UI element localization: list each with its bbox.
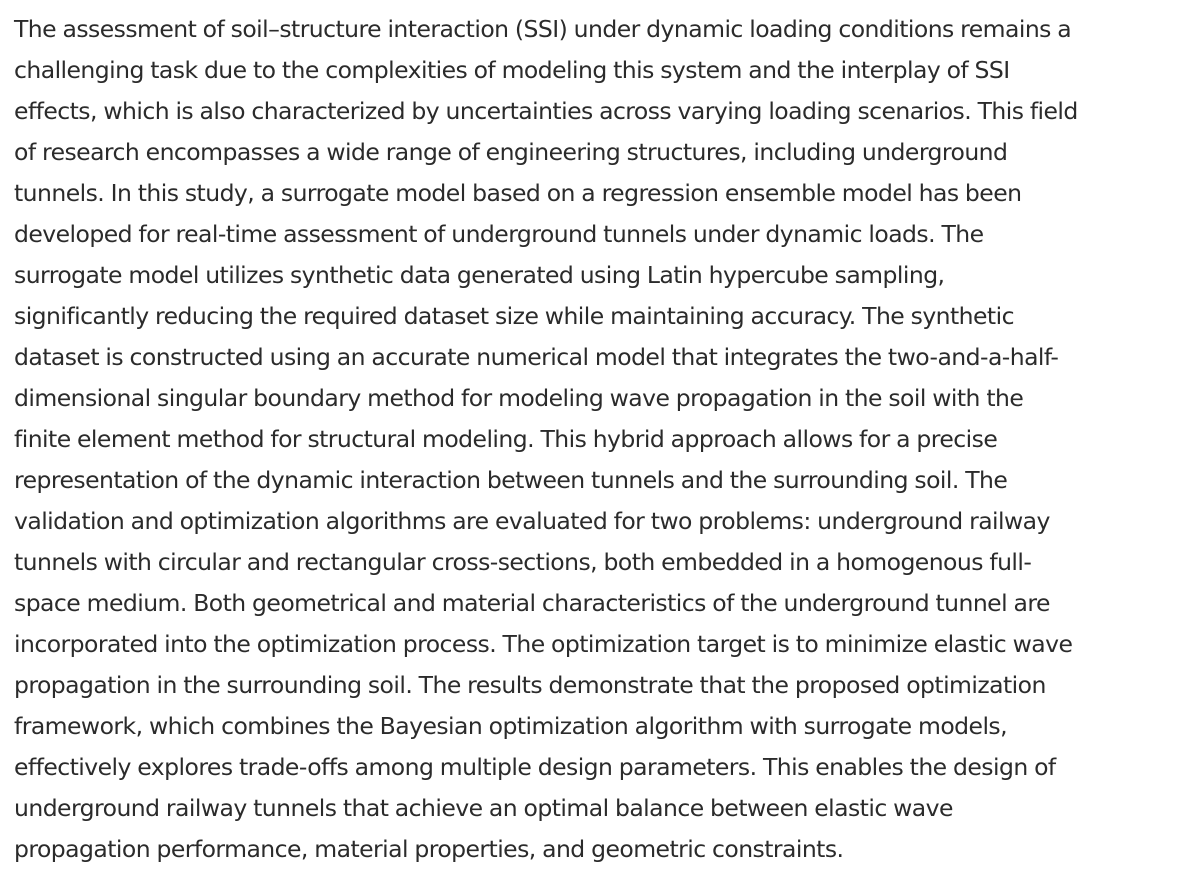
abstract-line: finite element method for structural modeling. This hybrid approach allows for a precise	[14, 425, 998, 453]
abstract-line: significantly reducing the required dataset size while maintaining accuracy. The synthetic	[14, 302, 1014, 330]
abstract-line: effectively explores trade-offs among multiple design parameters. This enables the design of	[14, 753, 1056, 781]
abstract-line: propagation performance, material properties, and geometric constraints.	[14, 835, 844, 863]
abstract-line: tunnels with circular and rectangular cross-sections, both embedded in a homogenous full-	[14, 548, 1032, 576]
abstract-line: incorporated into the optimization process. The optimization target is to minimize elastic wave	[14, 630, 1073, 658]
abstract-line: tunnels. In this study, a surrogate model based on a regression ensemble model has been	[14, 179, 1022, 207]
abstract-line: effects, which is also characterized by uncertainties across varying loading scenarios. This field	[14, 97, 1078, 125]
abstract-line: dataset is constructed using an accurate numerical model that integrates the two-and-a-half-	[14, 343, 1059, 371]
abstract-line: propagation in the surrounding soil. The results demonstrate that the proposed optimization	[14, 671, 1046, 699]
abstract-line: developed for real-time assessment of underground tunnels under dynamic loads. The	[14, 220, 984, 248]
abstract-line: framework, which combines the Bayesian optimization algorithm with surrogate models,	[14, 712, 1008, 740]
abstract-line: representation of the dynamic interaction between tunnels and the surrounding soil. The	[14, 466, 1008, 494]
abstract-line: space medium. Both geometrical and material characteristics of the underground tunnel are	[14, 589, 1050, 617]
abstract-line: validation and optimization algorithms are evaluated for two problems: underground railway	[14, 507, 1050, 535]
abstract-line: challenging task due to the complexities of modeling this system and the interplay of SSI	[14, 56, 1010, 84]
abstract-line: dimensional singular boundary method for modeling wave propagation in the soil with the	[14, 384, 1024, 412]
abstract-line: surrogate model utilizes synthetic data generated using Latin hypercube sampling,	[14, 261, 945, 289]
abstract-paragraph	[14, 9, 1188, 870]
abstract-line: underground railway tunnels that achieve an optimal balance between elastic wave	[14, 794, 953, 822]
abstract-line: of research encompasses a wide range of engineering structures, including underground	[14, 138, 1008, 166]
abstract-line: The assessment of soil–structure interaction (SSI) under dynamic loading conditions remains a	[14, 15, 1072, 43]
